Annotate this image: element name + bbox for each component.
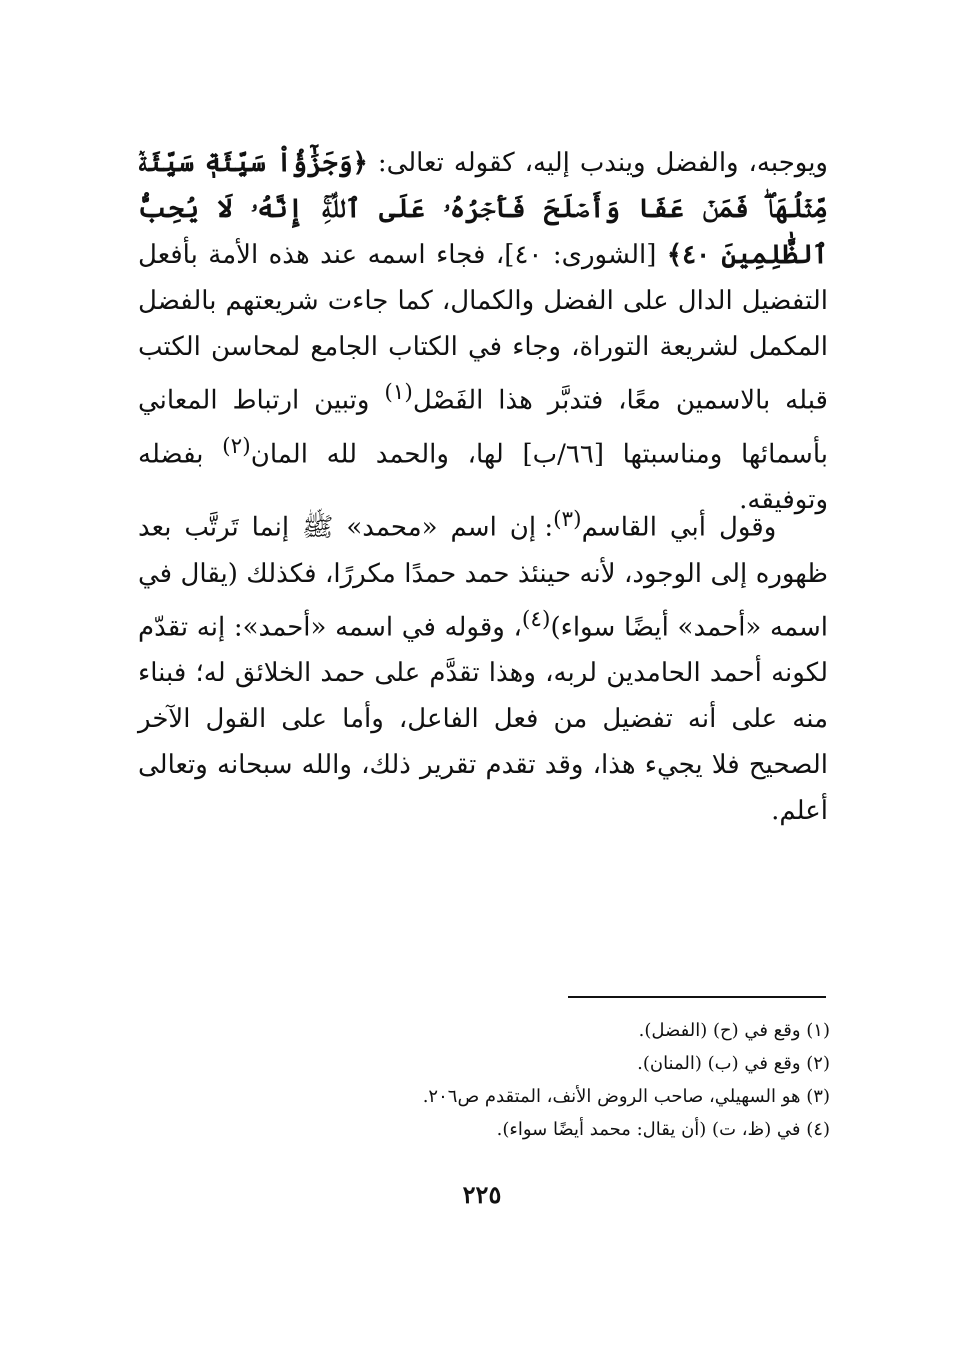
text-segment: : إن اسم «محمد» ﷺ إنما تَرتَّب بعد ظهوره إلى الوجود، لأنه حينئذ حمد حمدًا مكررًا، فكذلك (يقال في اسمه «أحمد» أيضًا سواء) bbox=[138, 512, 828, 643]
footnote-ref-2: (٢) bbox=[222, 433, 251, 459]
footnote-item: (٤) في (ظ، ت) (أن يقال: محمد أيضًا سواء). bbox=[496, 1119, 830, 1140]
footnote-divider bbox=[568, 996, 826, 998]
footnote-ref-3: (٣) bbox=[553, 507, 582, 532]
footnotes bbox=[300, 1014, 830, 1146]
text-segment: [الشورى: ٤٠]، فجاء اسمه عند هذه الأمة بأفعل التفضيل الدال على الفضل والكمال، كما جاءت شريعتهم بالفضل المكمل لشريعة التوراة، وجاء في الكتاب الجامع لمحاسن الكتب قبله بالاسمين معًا، فتدبَّر هذا الفَصْل bbox=[138, 240, 828, 416]
text-segment: ويوجبه، والفضل ويندب إليه، كقوله تعالى: bbox=[367, 148, 828, 178]
quran-verse: ﴿وَجَزَٰٓؤُاْ سَيِّئَةٖ سَيِّئَةٞ مِّثۡلُهَاۖ فَمَنۡ عَفَا وَأَصۡلَحَ فَأَجۡرُهُۥ عَلَى ٱللَّهِۚ إِنَّهُۥ لَا يُحِبُّ ٱلظَّٰلِمِينَ ٤٠﴾ bbox=[138, 148, 828, 270]
footnote-ref-4: (٤) bbox=[521, 606, 551, 632]
paragraph-1 bbox=[138, 140, 828, 523]
paragraph-2 bbox=[138, 497, 828, 834]
text-segment: وتبين ارتباط المعاني بأسمائها ومناسبتها [٦٦/ب] لها، والحمد لله المان bbox=[138, 385, 828, 470]
page-number: ٢٢٥ bbox=[462, 1180, 502, 1209]
footnote-item: (٢) وقع في (ب) (المنان). bbox=[637, 1053, 830, 1074]
footnote-item: (٣) هو السهيلي، صاحب الروض الأنف، المتقدم ص٢٠٦. bbox=[422, 1086, 830, 1107]
text-segment: بفضله وتوفيقه. bbox=[138, 439, 828, 516]
text-segment: ، وقوله في اسمه «أحمد»: إنه تقدّم لكونه أحمد الحامدين لربه، وهذا تقدَّم على حمد الخلائق له؛ فبناء منه على أنه تفضيل من فعل الفاعل، وأما على القول الآخر الصحيح فلا يجيء هذا، وقد تقدم تقرير ذلك، والله سبحانه وتعالى أعلم. bbox=[138, 612, 828, 827]
text-segment: وقول أبي القاسم bbox=[581, 512, 777, 543]
footnote-ref-1: (١) bbox=[384, 380, 413, 405]
footnote-item: (١) وقع في (ح) (الفضل). bbox=[638, 1020, 830, 1041]
